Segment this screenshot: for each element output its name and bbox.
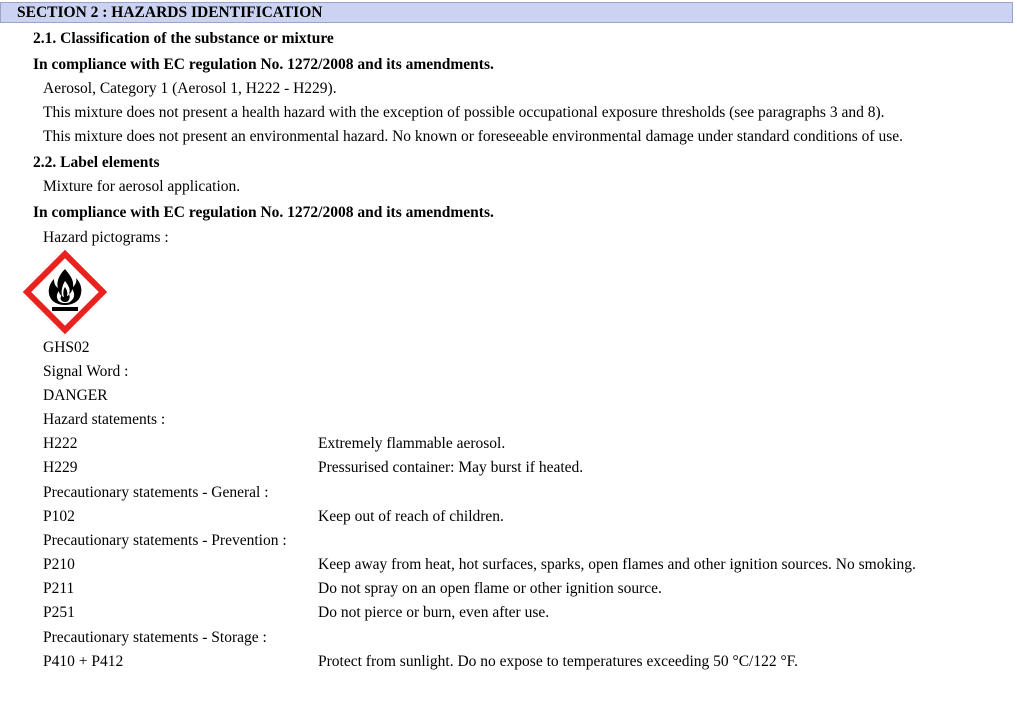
statement-code: P410 + P412 xyxy=(43,653,124,670)
hazard-statements-label: Hazard statements : xyxy=(43,411,166,428)
precaution-storage-label: Precautionary statements - Storage : xyxy=(43,629,267,646)
statement-code: P211 xyxy=(43,580,75,597)
statement-code: P210 xyxy=(43,556,75,573)
classification-health-note: This mixture does not present a health hazard with the exception of possible occupational exposure thresholds (see paragraphs 3 and 8). xyxy=(43,104,885,121)
statement-text: Do not pierce or burn, even after use. xyxy=(318,604,550,621)
precaution-prevention-label: Precautionary statements - Prevention : xyxy=(43,532,287,549)
section-title: SECTION 2 : HAZARDS IDENTIFICATION xyxy=(17,4,323,21)
statement-text: Do not spray on an open flame or other ignition source. xyxy=(318,580,662,597)
statement-text: Keep away from heat, hot surfaces, sparks, open flames and other ignition sources. No smoking. xyxy=(318,556,916,573)
hazard-pictograms-label: Hazard pictograms : xyxy=(43,229,169,246)
statement-code: H222 xyxy=(43,435,78,452)
statement-text: Keep out of reach of children. xyxy=(318,508,504,525)
signal-word-label: Signal Word : xyxy=(43,363,129,380)
statement-text: Pressurised container: May burst if heated. xyxy=(318,459,584,476)
classification-heading: 2.1. Classification of the substance or mixture xyxy=(33,30,334,47)
section-header xyxy=(0,2,1013,23)
classification-compliance: In compliance with EC regulation No. 1272/2008 and its amendments. xyxy=(33,56,494,73)
flame-pictogram-icon xyxy=(23,250,107,334)
label-compliance: In compliance with EC regulation No. 1272/2008 and its amendments. xyxy=(33,204,494,221)
classification-environment-note: This mixture does not present an environmental hazard. No known or foreseeable environmental damage under standard conditions of use. xyxy=(43,128,903,145)
signal-word-value: DANGER xyxy=(43,387,108,404)
classification-category: Aerosol, Category 1 (Aerosol 1, H222 - H229). xyxy=(43,80,337,97)
statement-code: P102 xyxy=(43,508,75,525)
statement-text: Protect from sunlight. Do no expose to temperatures exceeding 50 °C/122 °F. xyxy=(318,653,798,670)
label-application: Mixture for aerosol application. xyxy=(43,178,241,195)
statement-code: P251 xyxy=(43,604,75,621)
statement-text: Extremely flammable aerosol. xyxy=(318,435,506,452)
precaution-general-label: Precautionary statements - General : xyxy=(43,484,269,501)
statement-code: H229 xyxy=(43,459,78,476)
label-elements-heading: 2.2. Label elements xyxy=(33,154,160,171)
pictogram-code: GHS02 xyxy=(43,339,90,356)
